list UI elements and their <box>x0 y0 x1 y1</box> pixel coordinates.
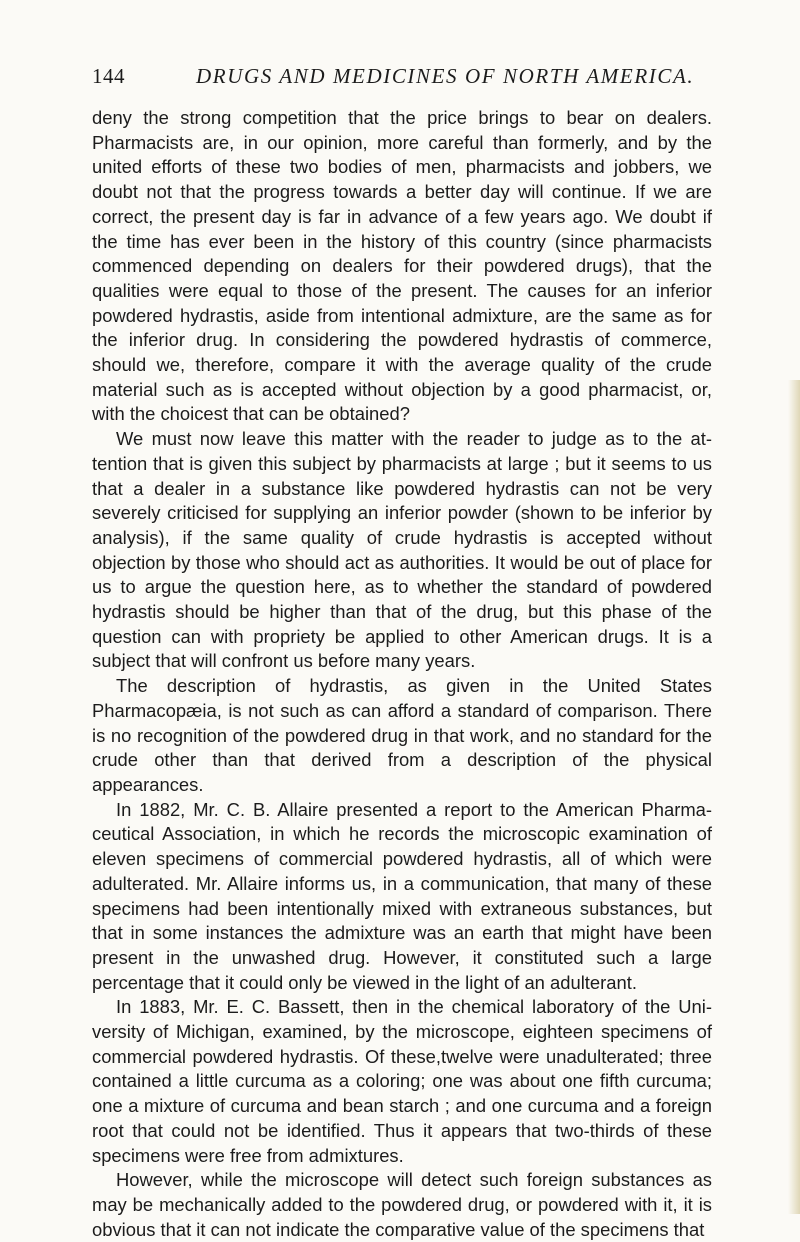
paragraph: However, while the microscope will detect such foreign substances as may be mechanically added to the powdered drug, or powdered with it, it is obvious that it can not indicate the comparative value of the specimens that <box>92 1169 712 1240</box>
page-edge-shadow <box>788 380 800 1214</box>
running-head <box>92 64 704 94</box>
paragraph: In 1882, Mr. C. B. Allaire presented a report to the American Pharmaceutical Association, in which he records the microscopic examination of eleven specimens of commercial powdered hydrastis, all of which were adulterated. Mr. Allaire informs us, in a communication, that many of these specimens had been intentionally mixed with extraneous substances, but that in some instances the admixture was an earth that might have been present in the unwashed drug. However, it constituted such a large percentage that it could only be viewed in the light of an adulterant. <box>92 798 712 993</box>
body-text <box>92 106 712 1242</box>
running-title: DRUGS AND MEDICINES OF NORTH AMERICA. <box>196 64 695 88</box>
page-number: 144 <box>92 64 125 88</box>
paragraph: We must now leave this matter with the reader to judge as to the attention that is given this subject by pharmacists at large ; but it seems to us that a dealer in a substance like powdered hydrastis can not be very severely criticised for supplying an inferior powder (shown to be inferior by analysis), if the same quality of crude hydrastis is accepted without objection by those who should act as authorities. It would be out of place for us to argue the question here, as to whether the standard of powdered hydrastis should be higher than that of the drug, but this phase of the question can with propriety be applied to other American drugs. It is a subject that will confront us before many years. <box>92 428 712 672</box>
paragraph: The description of hydrastis, as given in the United States Pharmacopæia, is not such as can afford a standard of comparison. There is no recognition of the powdered drug in that work, and no standard for the crude other than that derived from a description of the physical appearances. <box>92 675 712 795</box>
paragraph: In 1883, Mr. E. C. Bassett, then in the chemical laboratory of the University of Michigan, examined, by the microscope, eighteen specimens of commercial powdered hydrastis. Of these,twelve were unadulterated; three contained a little curcuma as a coloring; one was about one fifth curcuma; one a mixture of curcuma and bean starch ; and one curcuma and a foreign root that could not be identified. Thus it appears that two-thirds of these specimens were free from admixtures. <box>92 996 712 1166</box>
paragraph-continued: deny the strong competition that the price brings to bear on dealers. Pharmacists are, in our opinion, more careful than formerly, and by the united efforts of these two bodies of men, pharmacists and jobbers, we doubt not that the progress towards a better day will continue. If we are correct, the present day is far in advance of a few years ago. We doubt if the time has ever been in the history of this country (since pharmacists commenced depending on dealers for their powdered drugs), that the qualities were equal to those of the present. The causes for an inferior powdered hydrastis, aside from intentional admixture, are the same as for the inferior drug. In considering the powdered hydrastis of commerce, should we, therefore, compare it with the average quality of the crude material such as is accepted without objection by a good pharmacist, or, with the choicest that can be obtained? <box>92 107 712 425</box>
